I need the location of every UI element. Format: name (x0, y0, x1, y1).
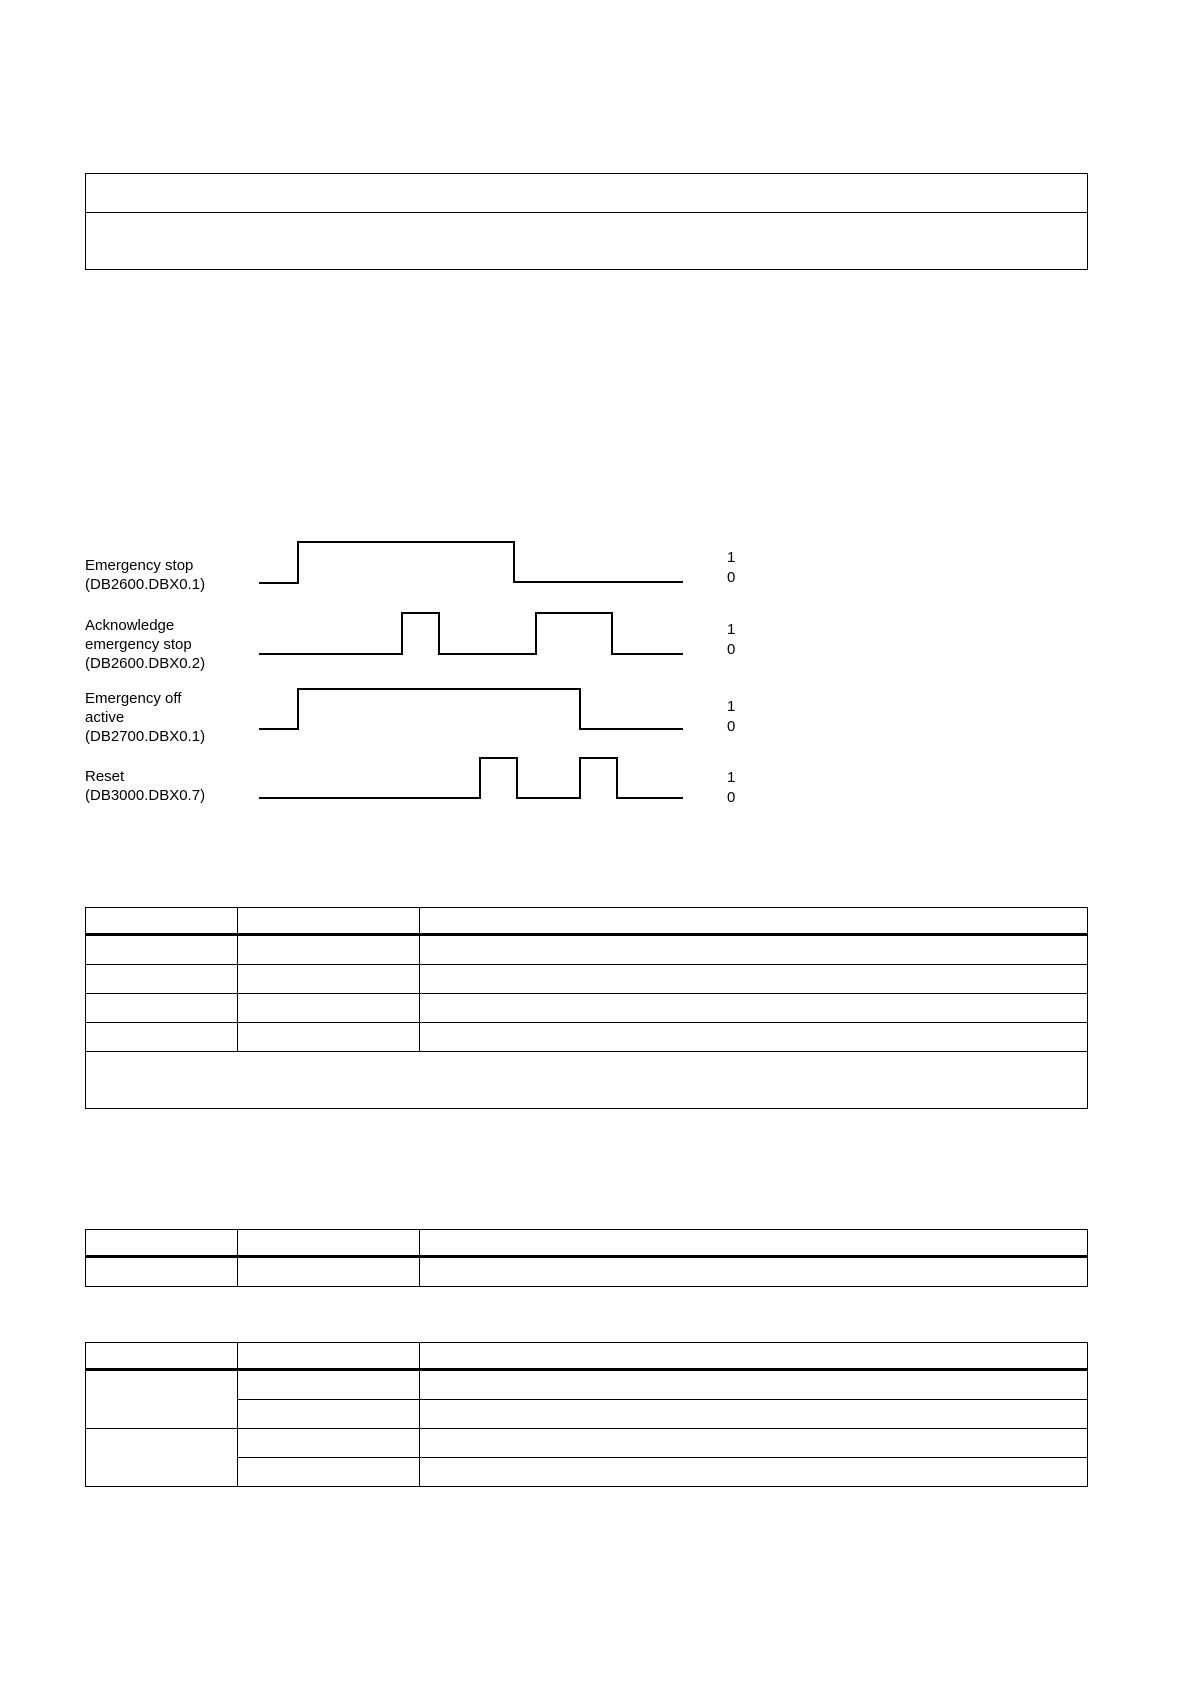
table-cell (86, 1257, 238, 1287)
level-high-emergency-stop: 1 (727, 549, 736, 566)
table-cell (420, 1429, 1088, 1458)
level-high-emergency-off: 1 (727, 698, 736, 715)
level-low-emergency-off: 0 (727, 718, 736, 735)
table-row (86, 1257, 1088, 1287)
waveform-emergency-stop (259, 542, 683, 583)
signal-label-emergency-off-active: Emergency off active (DB2700.DBX0.1) (85, 690, 206, 745)
table-row (86, 965, 1088, 994)
table-cell (420, 1023, 1088, 1052)
table-cell (86, 1052, 1088, 1109)
table-cell (86, 1023, 238, 1052)
table-cell (420, 935, 1088, 965)
table-header-row (86, 908, 1088, 935)
table-cell (238, 1370, 420, 1400)
table-cell (420, 1458, 1088, 1487)
table-cell (238, 994, 420, 1023)
table-cell (420, 908, 1088, 935)
table-cell (238, 1343, 420, 1370)
table-cell (238, 1458, 420, 1487)
table-row (86, 935, 1088, 965)
table-cell (238, 1257, 420, 1287)
table-cell (420, 1343, 1088, 1370)
table-row (86, 1370, 1088, 1400)
table-cell (86, 1343, 238, 1370)
table-footnote-row (86, 1052, 1088, 1109)
signal-table-1 (85, 907, 1088, 1109)
table-cell (238, 1429, 420, 1458)
table-row (86, 994, 1088, 1023)
table-cell (238, 1230, 420, 1257)
table-cell (420, 965, 1088, 994)
table-cell (420, 1370, 1088, 1400)
table-header-row (86, 1230, 1088, 1257)
level-high-reset: 1 (727, 769, 736, 786)
table-cell (86, 908, 238, 935)
table-cell (86, 1429, 238, 1487)
signal-table-3 (85, 1342, 1088, 1487)
level-high-acknowledge: 1 (727, 621, 736, 638)
table-cell (86, 1230, 238, 1257)
level-low-acknowledge: 0 (727, 641, 736, 658)
signal-label-reset: Reset (DB3000.DBX0.7) (85, 768, 206, 804)
table-cell (420, 1257, 1088, 1287)
waveform-emergency-off-active (259, 689, 683, 729)
signal-table-2 (85, 1229, 1088, 1287)
table-cell (86, 994, 238, 1023)
table-row (86, 1023, 1088, 1052)
table-cell (420, 1400, 1088, 1429)
table-cell (238, 1023, 420, 1052)
level-low-reset: 0 (727, 789, 736, 806)
waveform-acknowledge-emergency-stop (259, 613, 683, 654)
signal-label-emergency-stop: Emergency stop (DB2600.DBX0.1) (85, 557, 206, 593)
table-cell (238, 1400, 420, 1429)
table-cell (86, 965, 238, 994)
table-cell (86, 935, 238, 965)
table-row (86, 1429, 1088, 1458)
table-cell (238, 935, 420, 965)
table-cell (238, 965, 420, 994)
waveform-reset (259, 758, 683, 798)
table-cell (420, 994, 1088, 1023)
signal-label-acknowledge-emergency-stop: Acknowledge emergency stop (DB2600.DBX0.2) (85, 617, 206, 672)
table-header-row (86, 1343, 1088, 1370)
table-cell (238, 908, 420, 935)
level-low-emergency-stop: 0 (727, 569, 736, 586)
table-cell (86, 1370, 238, 1429)
table-cell (420, 1230, 1088, 1257)
